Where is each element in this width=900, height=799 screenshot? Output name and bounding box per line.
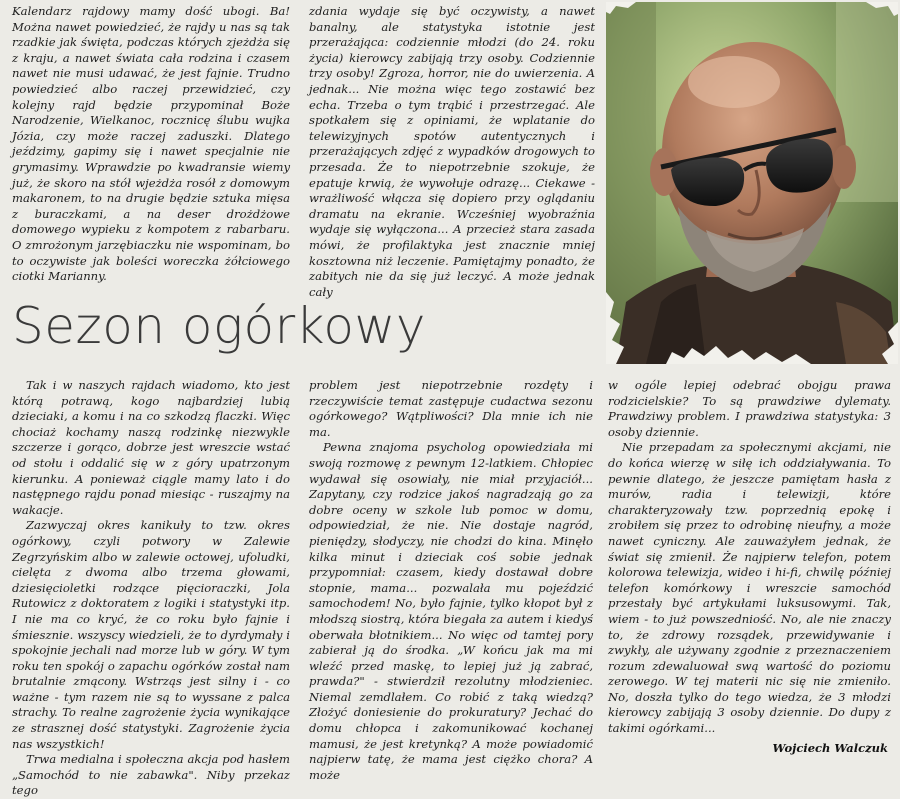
body-column-3 [608,378,891,740]
author-signature: Wojciech Walczuk [772,741,888,755]
intro-column-1 [12,4,290,284]
paragraph: Zazwyczaj okres kanikuły to tzw. okres ogórkowy, czyli potwory w Zalewie Zegrzyńskim albo w zalewie octowej, ufoludki, cielęta z dwoma albo trzema głowami, dziesięcioletki rodzące pięcioraczki, Jola Rutowicz z doktoratem z logiki i statystyki itp. I nie ma co kryć, że co roku było fajnie i śmiesznie. wszyscy wiedzieli, że to dyrdymały i spokojnie jechali nad morze lub w góry. W tym roku ten spokój o zapachu ogórków został nam brutalnie zmącony. Wstrząs jest silny i - co ważne - tym razem nie są to wyssane z palca strachy. To realne zagrożenie życia wynikające ze strasznej dość statystyki. Zagrożenie życia nas wszystkich! [12,518,290,751]
author-photo [606,2,898,364]
paragraph: Trwa medialna i społeczna akcja pod hasłem „Samochód to nie zabawka". Niby przekaz tego [12,752,290,798]
paragraph: Tak i w naszych rajdach wiadomo, kto jest którą potrawą, kogo najbardziej lubią dzieciaki, a komu i na co szkodzą flaczki. Więc chociaż kochamy naszą rodzinkę niezwykle szczerze i gorąco, dobrze jest wreszcie wstać od stołu i oddalić się w z góry upatrzonym kierunku. A ponieważ ciągle mamy lato i do następnego rajdu ponad miesiąc - ruszajmy na wakacje. [12,378,290,517]
article-headline: Sezon ogórkowy [12,297,426,355]
paragraph: w ogóle lepiej odebrać obojgu prawa rodzicielskie? To są prawdziwe dylematy. Prawdziwy problem. I prawdziwa statystyka: 3 osoby dziennie. [608,378,891,439]
paragraph: problem jest niepotrzebnie rozdęty i rzeczywiście temat zastępuje cudactwa sezonu ogórkowego? Wątpliwości? Dla mnie ich nie ma. [309,378,593,439]
paragraph: Kalendarz rajdowy mamy dość ubogi. Ba! Można nawet powiedzieć, że rajdy u nas są tak rzadkie jak święta, podczas których zjeżdża się z kraju, a nawet świata cała rodzina i czasem nawet nie musi udawać, że jest fajnie. Trudno powiedzieć albo raczej przewidzieć, czy kolejny rajd będzie przypominał Boże Narodzenie, Wielkanoc, rocznicę ślubu wujka Józia, czy może raczej zaduszki. Dlatego jeździmy, gapimy się i nawet specjalnie nie grymasimy. Wprawdzie po kwadransie wiemy już, że skoro na stół wjeżdża rosół z domowym makaronem, to na drugie będzie sztuka mięsa z buraczkami, a na deser drożdżowe domowego wypieku z kompotem z rabarbaru. O zmrożonym jarzębiaczku nie wspominam, bo to oczywiste jak boleści woreczka żółciowego ciotki Marianny. [12,4,290,284]
intro-column-2 [309,4,595,299]
body-column-2 [309,378,593,782]
paragraph: Pewna znajoma psycholog opowiedziała mi swoją rozmowę z pewnym 12-latkiem. Chłopiec wydawał się osowiały, nie miał przyjaciół... Zapytany, czy rodzice jakoś nagradzają go za dobre oceny w szkole lub pomoc w domu, odpowiedział, że nie. Nie dostaje nagród, pieniędzy, słodyczy, nie chodzi do kina. Minęło kilka minut i dzieciak coś sobie jednak przypomniał: czasem, kiedy dostawał dobre stopnie, mama... pozwalała mu pojeździć samochodem! No, było fajnie, tylko kłopot był z młodszą siostrą, która biegała za autem i kiedyś oberwała błotnikiem... No więc od tamtej pory zabierał ją do środka. „W końcu jak ma mi wleźć przed maskę, to lepiej już ją zabrać, prawda?" - stwierdził rezolutny młodzieniec. Niemal zemdlałem. Co robić z taką wiedzą? Złożyć doniesienie do prokuratury? Jechać do domu chłopca i zakomunikować kochanej mamusi, że jest kretynką? A może powiadomić najpierw tatę, że mama jest ciężko chora? A może [309,440,593,782]
paragraph: zdania wydaje się być oczywisty, a nawet banalny, ale statystyka istotnie jest przerażająca: codziennie młodzi (do 24. roku życia) kierowcy zabijają trzy osoby. Codziennie trzy osoby! Zgroza, horror, nie do uwierzenia. A jednak... Nie można więc tego zostawić bez echa. Trzeba o tym trąbić i przestrzegać. Ale spotkałem się z opiniami, że wplatanie do telewizyjnych spotów autentycznych i przerażających zdjęć z wypadków drogowych to przesada. Że to niepotrzebnie szokuje, że epatuje krwią, że wywołuje odrazę... Ciekawe - wrażliwość włącza się dopiero przy oglądaniu dramatu na ekranie. Wcześniej wyobraźnia wydaje się wyłączona... A przecież stara zasada mówi, że profilaktyka jest znacznie mniej kosztowna niż leczenie. Pamiętajmy ponadto, że zabitych nie da się już leczyć. A może jednak cały [309,4,595,299]
body-column-1 [12,378,290,798]
paragraph: Nie przepadam za społecznymi akcjami, nie do końca wierzę w siłę ich oddziaływania. To pewnie dlatego, że jeszcze pamiętam hasła z murów, radia i telewizji, które charakteryzowały tzw. poprzednią epokę i zrobiłem się przez to odrobinę nieufny, a może nawet cyniczny. Ale zauważyłem jednak, że świat się zmienił. Że najpierw telefon, potem kolorowa telewizja, wideo i hi-fi, chwilę później telefon komórkowy i wreszcie samochód przestały być artykułami luksusowymi. Tak, wiem - to już powszedniość. No, ale nie znaczy to, że zdrowy rozsądek, przewidywanie i zwykły, ale używany zgodnie z przeznaczeniem rozum zdewaluował swą wartość do poziomu zerowego. W tej materii nic się nie zmieniło. No, doszła tylko do tego wiedza, że 3 młodzi kierowcy zabijają 3 osoby dziennie. Do dupy z takimi ogórkami... [608,440,891,736]
